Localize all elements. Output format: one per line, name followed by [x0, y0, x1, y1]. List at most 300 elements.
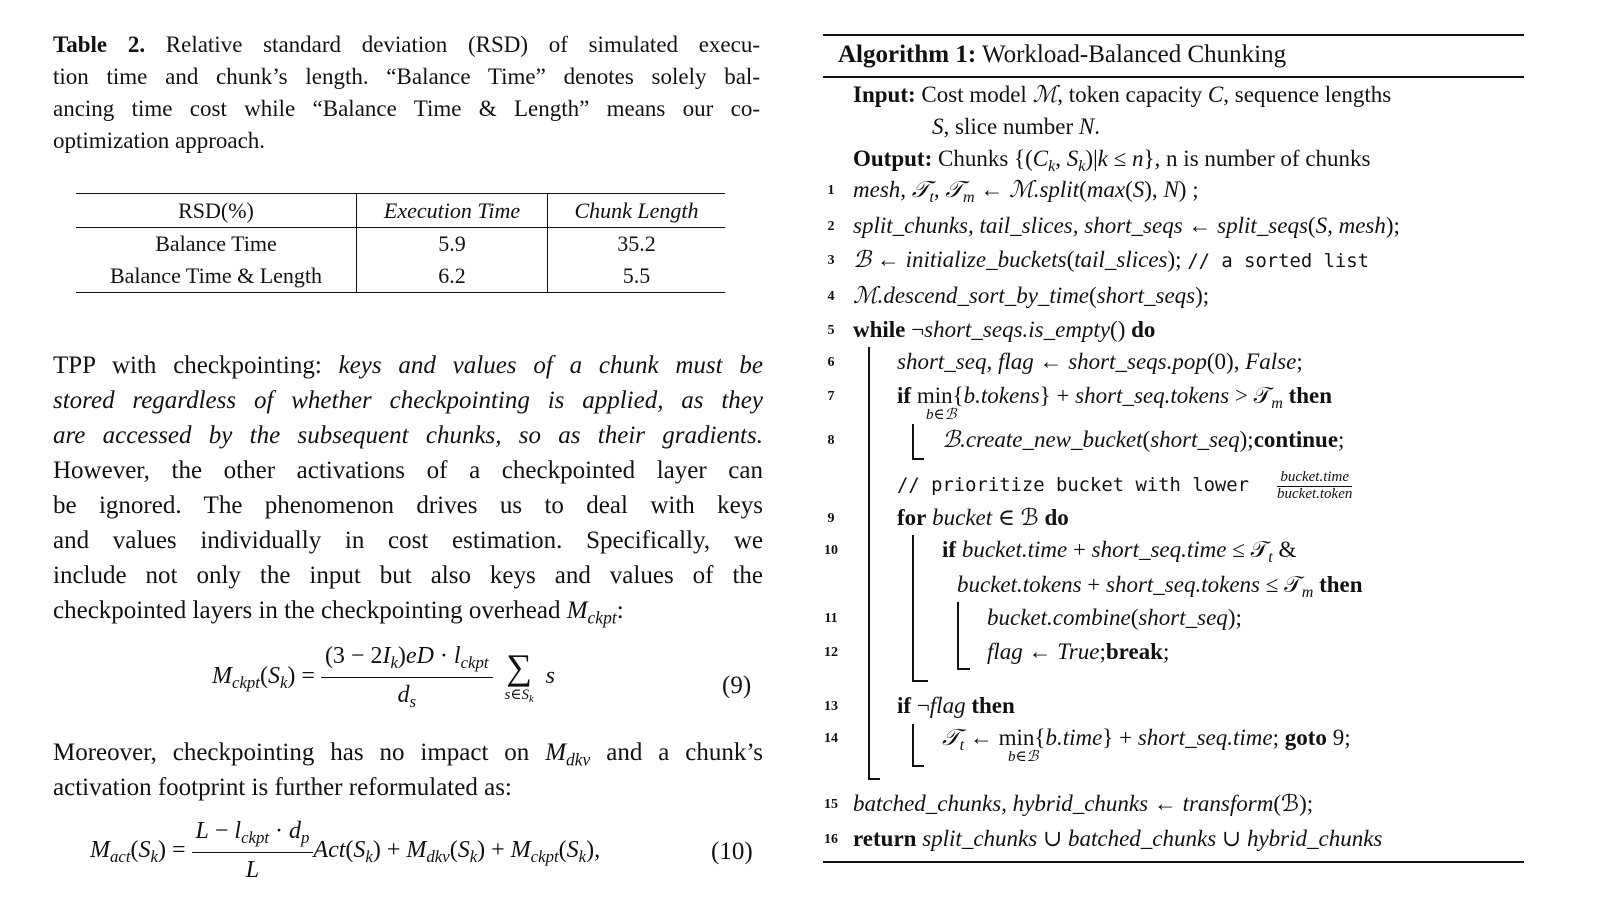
- rsd-table: [76, 193, 725, 293]
- text-segment: p: [301, 828, 310, 848]
- algorithm-line: [853, 214, 1400, 237]
- algorithm-line: [897, 350, 1303, 373]
- sum-symbol: ∑: [506, 647, 532, 688]
- text-segment: are accessed by the subsequent chunks, so as their gradients.: [53, 422, 763, 449]
- text-segment: ← min{: [964, 725, 1046, 750]
- text-segment: tail_slices: [1074, 247, 1168, 272]
- algorithm-input: [853, 83, 1391, 106]
- sum-index-sub: k: [528, 694, 534, 706]
- text-segment: transform: [1182, 791, 1274, 816]
- if-block-foot: [912, 458, 924, 460]
- text-segment: (: [1089, 283, 1097, 308]
- text-segment: );: [1385, 213, 1400, 238]
- denominator: [192, 853, 314, 884]
- while-block-foot: [868, 778, 880, 780]
- column-header: Chunk Length: [548, 194, 726, 228]
- text-segment: Moreover, checkpointing has no impact on: [53, 739, 546, 766]
- line-number: 6: [827, 355, 835, 370]
- equation-rhs: [313, 836, 601, 866]
- line-number: 9: [827, 511, 835, 526]
- text-segment: bucket.tokens: [957, 572, 1082, 597]
- text-segment: Table 2.: [53, 32, 146, 57]
- paragraph-line: [53, 775, 763, 800]
- min-subscript: b∈ℬ: [926, 407, 957, 423]
- text-segment: L: [245, 857, 260, 884]
- text-segment: short_seqs: [1096, 283, 1196, 308]
- text-segment: N: [1163, 177, 1179, 202]
- paragraph-line: [53, 493, 763, 518]
- text-segment: flag: [929, 693, 966, 718]
- row-label: Balance Time: [155, 231, 277, 256]
- text-segment: S: [1132, 177, 1145, 202]
- text-segment: eD: [405, 643, 434, 669]
- line-number: 13: [824, 699, 838, 714]
- text-segment: ∈ ℬ: [992, 505, 1045, 530]
- text-segment: batched_chunks: [1067, 826, 1217, 851]
- text-segment: True: [1057, 639, 1100, 664]
- text-segment: ;: [1338, 427, 1345, 452]
- text-segment: bucket.combine: [987, 605, 1131, 630]
- fraction-denominator: bucket.token: [1277, 486, 1353, 502]
- bottom-rule: [823, 861, 1524, 863]
- text-segment: +: [1067, 537, 1092, 562]
- text-segment: ·: [269, 818, 290, 844]
- fraction: [321, 643, 493, 712]
- text-segment: k: [150, 846, 158, 866]
- text-segment: (ℬ);: [1273, 791, 1314, 816]
- text-segment: S: [457, 836, 470, 863]
- text-segment: t: [1268, 548, 1273, 566]
- line-number: 16: [824, 832, 838, 847]
- text-segment: &: [1272, 537, 1297, 562]
- text-segment: , sequence lengths: [1223, 82, 1392, 107]
- caption-line: [53, 97, 760, 120]
- text-segment: ckpt: [460, 653, 489, 673]
- text-segment: break: [1105, 639, 1163, 664]
- text-segment: Algorithm 1:: [838, 41, 977, 68]
- paragraph-line: [53, 388, 763, 413]
- text-segment: ,: [1055, 146, 1067, 171]
- text-segment: dkv: [566, 749, 591, 770]
- algorithm-input-cont: [932, 115, 1100, 138]
- text-segment: s: [409, 692, 416, 712]
- text-segment: )|: [1085, 146, 1098, 171]
- text-segment: include not only the input but also keys and values of the: [53, 562, 763, 589]
- min-subscript: b∈ℬ: [1008, 749, 1039, 765]
- text-segment: Act: [313, 836, 346, 863]
- text-segment: M: [406, 836, 427, 863]
- top-rule: [823, 34, 1524, 36]
- text-segment: b.time: [1045, 725, 1103, 750]
- line-number: 10: [824, 543, 838, 558]
- line-number: 2: [827, 219, 835, 234]
- algorithm-line: [987, 606, 1242, 629]
- cell-exec: 5.9: [357, 228, 548, 261]
- text-segment: S: [566, 836, 579, 863]
- text-segment: I: [382, 643, 391, 669]
- text-segment: k: [1048, 157, 1056, 175]
- text-segment: bucket: [932, 505, 993, 530]
- text-segment: M: [212, 663, 232, 690]
- text-segment: m: [1301, 583, 1314, 601]
- text-segment: (: [345, 836, 354, 863]
- paragraph-line: [53, 353, 763, 378]
- line-number: 11: [824, 611, 838, 626]
- caption-line: [53, 129, 760, 152]
- algorithm-line: [853, 178, 1199, 206]
- paragraph-line: [53, 423, 763, 448]
- text-segment: ) =: [157, 836, 186, 863]
- paragraph-line: [53, 598, 763, 627]
- text-segment: k: [1078, 157, 1086, 175]
- text-segment: hybrid_chunks: [1246, 826, 1383, 851]
- text-segment: ∪: [1216, 826, 1247, 851]
- text-segment: checkpointed layers in the checkpointing overhead: [53, 597, 567, 624]
- text-segment: M: [545, 739, 567, 766]
- algorithm-line: [942, 538, 1296, 566]
- text-segment: for: [897, 505, 927, 530]
- text-segment: M: [90, 836, 110, 863]
- line-number: 1: [827, 183, 835, 198]
- line-number: 12: [824, 645, 838, 660]
- text-segment: tion time and chunk’s length. “Balance Time” denotes solely bal-: [53, 64, 760, 89]
- text-segment: (): [1110, 317, 1132, 342]
- text-segment: if: [942, 537, 957, 562]
- text-segment: );: [1227, 605, 1242, 630]
- text-segment: ;: [1272, 725, 1285, 750]
- line-number: 4: [827, 289, 835, 304]
- text-segment: , 𝒯: [933, 177, 963, 202]
- table-row: [76, 260, 725, 293]
- text-segment: );: [1167, 247, 1188, 272]
- flag-if-block-foot: [912, 765, 924, 767]
- text-segment: short_seq, flag: [897, 349, 1034, 374]
- text-segment: ckpt: [241, 828, 270, 848]
- comment-fraction: [1277, 470, 1352, 502]
- text-segment: (: [130, 836, 139, 863]
- text-segment: Cost model: [915, 82, 1033, 107]
- paragraph-line: [53, 740, 763, 769]
- text-segment: ∪: [1037, 826, 1068, 851]
- text-segment: k: [365, 846, 373, 866]
- row-label: Balance Time & Length: [109, 263, 323, 288]
- algorithm-line: [897, 384, 1332, 412]
- column-header: RSD(%): [76, 194, 357, 228]
- line-number: 5: [827, 323, 835, 338]
- text-segment: then: [1319, 572, 1363, 597]
- text-segment: False: [1245, 349, 1297, 374]
- text-segment: m: [1271, 394, 1283, 412]
- column-header: Execution Time: [357, 194, 548, 228]
- text-segment: max: [1086, 177, 1126, 202]
- text-segment: ←: [1033, 349, 1069, 374]
- text-segment: (: [259, 663, 268, 690]
- text-segment: ·: [433, 643, 454, 669]
- text-segment: ¬: [911, 693, 930, 718]
- text-segment: k: [469, 846, 478, 866]
- text-segment: ←: [974, 177, 1010, 202]
- text-segment: short_seq: [1138, 605, 1228, 630]
- text-segment: mesh, 𝒯: [853, 177, 930, 202]
- numerator: [321, 643, 493, 678]
- text-segment: Workload-Balanced Chunking: [976, 41, 1287, 68]
- equation-number: (10): [711, 838, 753, 865]
- sum-index-text: s∈S: [504, 687, 529, 704]
- sum-term: s: [545, 663, 555, 690]
- text-segment: k: [279, 673, 288, 693]
- text-segment: ≤ 𝒯: [1226, 537, 1269, 562]
- cell-chunk: 35.2: [548, 228, 726, 261]
- text-segment: n: [1132, 146, 1144, 171]
- text-segment: C: [1032, 146, 1049, 171]
- text-segment: activation footprint is further reformulated as:: [53, 774, 512, 801]
- text-segment: // a sorted list: [1187, 250, 1369, 272]
- cell-chunk: 5.5: [548, 260, 726, 293]
- text-segment: TPP with checkpointing:: [53, 352, 339, 379]
- denominator: [321, 678, 493, 712]
- text-segment: S: [267, 663, 280, 690]
- text-segment: Output:: [853, 146, 933, 171]
- text-segment: if: [897, 383, 912, 408]
- text-segment: 𝒯: [942, 725, 960, 750]
- text-segment: ): [397, 643, 406, 669]
- text-segment: short_seqs.is_empty: [924, 317, 1111, 342]
- text-segment: return: [853, 826, 917, 851]
- text-segment: > 𝒯: [1229, 383, 1272, 408]
- text-segment: min{: [911, 383, 964, 408]
- text-segment: // prioritize bucket with lower: [897, 474, 1249, 496]
- text-segment: (: [1142, 427, 1151, 452]
- text-segment: N: [1078, 114, 1095, 139]
- text-segment: stored regardless of whether checkpointing is applied, as they: [53, 387, 763, 414]
- algorithm-line: [853, 792, 1313, 815]
- text-segment: dkv: [426, 846, 450, 866]
- text-segment: , slice number: [943, 114, 1079, 139]
- algorithm-line: [942, 726, 1351, 754]
- text-segment: (3 − 2: [324, 643, 383, 669]
- text-segment: , token capacity: [1057, 82, 1208, 107]
- text-segment: do: [1131, 317, 1156, 342]
- text-segment: k: [1097, 146, 1108, 171]
- text-segment: ;: [1162, 639, 1170, 664]
- text-segment: );: [1195, 283, 1210, 308]
- text-segment: ckpt: [587, 607, 617, 628]
- text-segment: (0),: [1206, 349, 1246, 374]
- text-segment: if: [897, 693, 912, 718]
- text-segment: C: [1207, 82, 1224, 107]
- numerator: [192, 818, 314, 853]
- text-segment: S: [932, 114, 944, 139]
- text-segment: l: [453, 643, 461, 669]
- text-segment: (: [1130, 605, 1139, 630]
- text-segment: split_chunks: [922, 826, 1038, 851]
- title-rule: [823, 76, 1524, 78]
- line-number: 14: [824, 731, 838, 746]
- algorithm-line: [853, 284, 1209, 307]
- inner-if-block-foot: [957, 668, 970, 670]
- text-segment: and a chunk’s: [590, 739, 763, 766]
- sum-index: [505, 685, 534, 705]
- text-segment: ;: [1296, 349, 1303, 374]
- line-number: 8: [827, 433, 835, 448]
- text-segment: ) ;: [1178, 177, 1199, 202]
- algorithm-output: [853, 147, 1370, 175]
- inner-if-block-bar: [957, 602, 959, 669]
- text-segment: ≤: [1107, 146, 1133, 171]
- algorithm-line: [853, 827, 1382, 850]
- caption-line: [53, 65, 760, 88]
- algorithm-line: [897, 506, 1069, 529]
- text-segment: ≤ 𝒯: [1259, 572, 1302, 597]
- text-segment: ℳ.split: [1009, 177, 1080, 202]
- text-segment: −: [208, 818, 235, 844]
- text-segment: ) +: [372, 836, 407, 863]
- text-segment: short_seq.time: [1137, 725, 1273, 750]
- text-segment: ckpt: [232, 673, 260, 693]
- text-segment: and values individually in cost estimation. Specifically, we: [53, 527, 763, 554]
- text-segment: b.tokens: [963, 383, 1040, 408]
- text-segment: initialize_buckets: [905, 247, 1067, 272]
- text-segment: ←: [1182, 213, 1218, 238]
- fraction: [192, 818, 314, 884]
- text-segment: continue: [1253, 427, 1339, 452]
- equation-lhs: [90, 836, 186, 866]
- text-segment: );: [1239, 427, 1254, 452]
- text-segment: (: [1125, 177, 1133, 202]
- line-number: 7: [827, 389, 835, 404]
- equation-10: [90, 818, 600, 884]
- text-segment: M: [566, 597, 588, 624]
- text-segment: then: [1288, 383, 1333, 408]
- while-block-bar: [868, 347, 870, 779]
- text-segment: Chunks {(: [932, 146, 1033, 171]
- paragraph-line: [53, 458, 763, 483]
- text-segment: short_seq: [1150, 427, 1240, 452]
- text-segment: } +: [1102, 725, 1138, 750]
- text-segment: (: [1079, 177, 1087, 202]
- text-segment: ℬ: [853, 247, 872, 272]
- text-segment: ℳ: [1032, 82, 1058, 107]
- text-segment: .: [1094, 114, 1100, 139]
- algorithm-line: [897, 472, 1249, 495]
- flag-if-block-bar: [912, 724, 914, 766]
- text-segment: S: [353, 836, 366, 863]
- equation-9: [212, 643, 555, 712]
- text-segment: then: [971, 693, 1015, 718]
- text-segment: act: [110, 846, 131, 866]
- line-number: 15: [824, 797, 838, 812]
- text-segment: m: [963, 188, 975, 206]
- if-block-bar: [912, 424, 914, 459]
- text-segment: Input:: [853, 82, 916, 107]
- text-segment: l: [234, 818, 242, 844]
- text-segment: S: [138, 836, 151, 863]
- text-segment: keys and values of a chunk must be: [338, 352, 763, 379]
- text-segment: ←: [1148, 791, 1183, 816]
- text-segment: k: [390, 653, 398, 673]
- text-segment: short_seq.time: [1091, 537, 1227, 562]
- text-segment: optimization approach.: [53, 128, 266, 153]
- text-segment: +: [1081, 572, 1107, 597]
- algorithm-line: [987, 640, 1169, 663]
- paragraph-line: [53, 528, 763, 553]
- text-segment: short_seq.tokens: [1106, 572, 1260, 597]
- text-segment: ℬ.create_new_bucket: [942, 427, 1143, 452]
- text-segment: while: [853, 317, 906, 342]
- text-segment: t: [929, 188, 934, 206]
- text-segment: ¬: [905, 317, 925, 342]
- text-segment: k: [578, 846, 587, 866]
- line-number: 3: [827, 253, 835, 268]
- text-segment: do: [1044, 505, 1069, 530]
- text-segment: S, mesh: [1315, 213, 1386, 238]
- text-segment: (: [449, 836, 458, 863]
- for-block-foot: [912, 680, 928, 682]
- text-segment: (: [1307, 213, 1316, 238]
- text-segment: 9;: [1326, 725, 1351, 750]
- text-segment: d: [289, 818, 302, 844]
- text-segment: ckpt: [530, 846, 559, 866]
- algorithm-title: [838, 42, 1286, 67]
- equation-number: (9): [722, 672, 752, 699]
- caption-line: [53, 33, 760, 56]
- text-segment: t: [959, 736, 965, 754]
- text-segment: be ignored. The phenomenon drives us to deal with keys: [53, 492, 763, 519]
- summation: [505, 649, 534, 705]
- table-row: [76, 228, 725, 261]
- text-segment: ℳ.descend_sort_by_time: [853, 283, 1090, 308]
- text-segment: bucket.time: [961, 537, 1068, 562]
- text-segment: short_seq.tokens: [1075, 383, 1230, 408]
- text-segment: d: [397, 682, 410, 709]
- text-segment: ),: [586, 836, 601, 863]
- text-segment: ),: [1144, 177, 1164, 202]
- text-segment: flag: [987, 639, 1023, 664]
- text-segment: S: [1066, 146, 1079, 171]
- fraction-numerator: bucket.time: [1277, 470, 1352, 487]
- text-segment: goto: [1284, 725, 1327, 750]
- text-segment: L: [195, 818, 209, 844]
- text-segment: ←: [1022, 639, 1058, 664]
- algorithm-line: [942, 428, 1344, 451]
- algorithm-line: [957, 573, 1363, 601]
- text-segment: Relative standard deviation (RSD) of simulated execu-: [145, 32, 761, 57]
- equation-lhs: [212, 663, 315, 693]
- text-segment: ←: [871, 247, 906, 272]
- text-segment: }, n is number of chunks: [1143, 146, 1371, 171]
- paragraph-line: [53, 563, 763, 588]
- text-segment: ancing time cost while “Balance Time & Length” means our co-: [53, 96, 760, 121]
- text-segment: However, the other activations of a checkpointed layer can: [53, 457, 763, 484]
- table-header-row: [76, 194, 725, 228]
- text-segment: batched_chunks, hybrid_chunks: [853, 791, 1149, 816]
- algorithm-line: [853, 318, 1155, 341]
- cell-exec: 6.2: [357, 260, 548, 293]
- text-segment: :: [616, 597, 624, 624]
- text-segment: (: [558, 836, 567, 863]
- text-segment: M: [510, 836, 531, 863]
- text-segment: ) =: [287, 663, 315, 690]
- text-segment: split_seqs: [1217, 213, 1308, 238]
- text-segment: (: [1066, 247, 1075, 272]
- text-segment: ) +: [477, 836, 511, 863]
- text-segment: split_chunks, tail_slices, short_seqs: [853, 213, 1183, 238]
- text-segment: } +: [1039, 383, 1076, 408]
- text-segment: short_seqs.pop: [1068, 349, 1207, 374]
- algorithm-line: [897, 694, 1015, 717]
- text-segment: ;: [1099, 639, 1106, 664]
- for-block-bar: [912, 535, 914, 681]
